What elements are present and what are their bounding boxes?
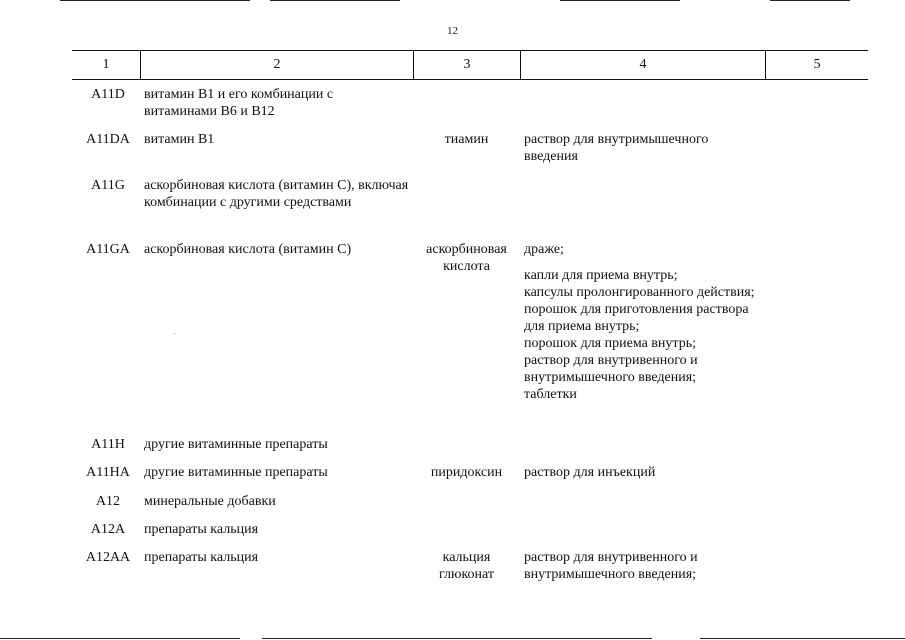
dosage-forms xyxy=(524,549,762,583)
bottom-edge-line xyxy=(0,638,240,639)
group-name: минеральные добавки xyxy=(144,494,276,509)
atc-code: A11H xyxy=(91,437,125,452)
substance-name: аскорбиновая кислота xyxy=(426,242,507,274)
dosage-forms xyxy=(524,131,762,165)
scan-speck xyxy=(174,333,175,334)
bottom-edge-line xyxy=(262,638,652,639)
top-edge-line xyxy=(60,0,250,1)
dosage-form: порошок для приема внутрь; xyxy=(524,336,696,351)
group-name: витамин В1 и его комбинации с витаминами В6 и В12 xyxy=(144,87,334,119)
header-col-4: 4 xyxy=(639,57,647,72)
dosage-form: капли для приема внутрь; xyxy=(524,268,678,283)
header-col-1: 1 xyxy=(102,57,110,72)
dosage-form: раствор для внутривенного и внутримышечного введения; xyxy=(524,353,698,385)
top-edge-line xyxy=(770,0,850,1)
group-name: другие витаминные препараты xyxy=(144,465,328,480)
atc-code: A12 xyxy=(95,494,121,509)
header-col-3: 3 xyxy=(463,57,471,72)
substance-name: тиамин xyxy=(444,132,489,147)
header-bottom-rule xyxy=(72,79,868,80)
dosage-form: раствор для инъекций xyxy=(524,465,656,480)
dosage-forms xyxy=(524,241,762,403)
dosage-form: драже; xyxy=(524,242,564,257)
atc-code: A11HA xyxy=(86,465,130,480)
top-edge-line xyxy=(270,0,400,1)
bottom-edge-line xyxy=(700,638,905,639)
header-col-2: 2 xyxy=(273,57,281,72)
group-name: витамин В1 xyxy=(144,132,215,147)
substance-name: пиридоксин xyxy=(430,465,503,480)
atc-code: A11D xyxy=(91,87,125,102)
group-name: аскорбиновая кислота (витамин С) xyxy=(144,242,352,257)
atc-code: A12AA xyxy=(85,550,131,565)
dosage-forms xyxy=(524,464,762,481)
group-name: препараты кальция xyxy=(144,522,259,537)
substance-name: кальция глюконат xyxy=(438,550,495,582)
atc-code: A11GA xyxy=(86,242,130,257)
group-name: аскорбиновая кислота (витамин С), включая комбинации с другими средствами xyxy=(144,178,409,210)
group-name: препараты кальция xyxy=(144,550,259,565)
page-number: 12 xyxy=(447,25,458,37)
top-edge-line xyxy=(560,0,680,1)
dosage-form: раствор для внутримышечного введения xyxy=(524,132,709,164)
dosage-form: таблетки xyxy=(524,387,577,402)
dosage-form: порошок для приготовления раствора для приема внутрь; xyxy=(524,302,749,334)
dosage-form: раствор для внутривенного и внутримышечного введения; xyxy=(524,550,698,582)
atc-code: A12A xyxy=(90,522,126,537)
group-name: другие витаминные препараты xyxy=(144,437,328,452)
atc-code: A11G xyxy=(91,178,125,193)
dosage-form: капсулы пролонгированного действия; xyxy=(524,285,755,300)
header-col-5: 5 xyxy=(813,57,821,72)
atc-code: A11DA xyxy=(86,132,130,147)
